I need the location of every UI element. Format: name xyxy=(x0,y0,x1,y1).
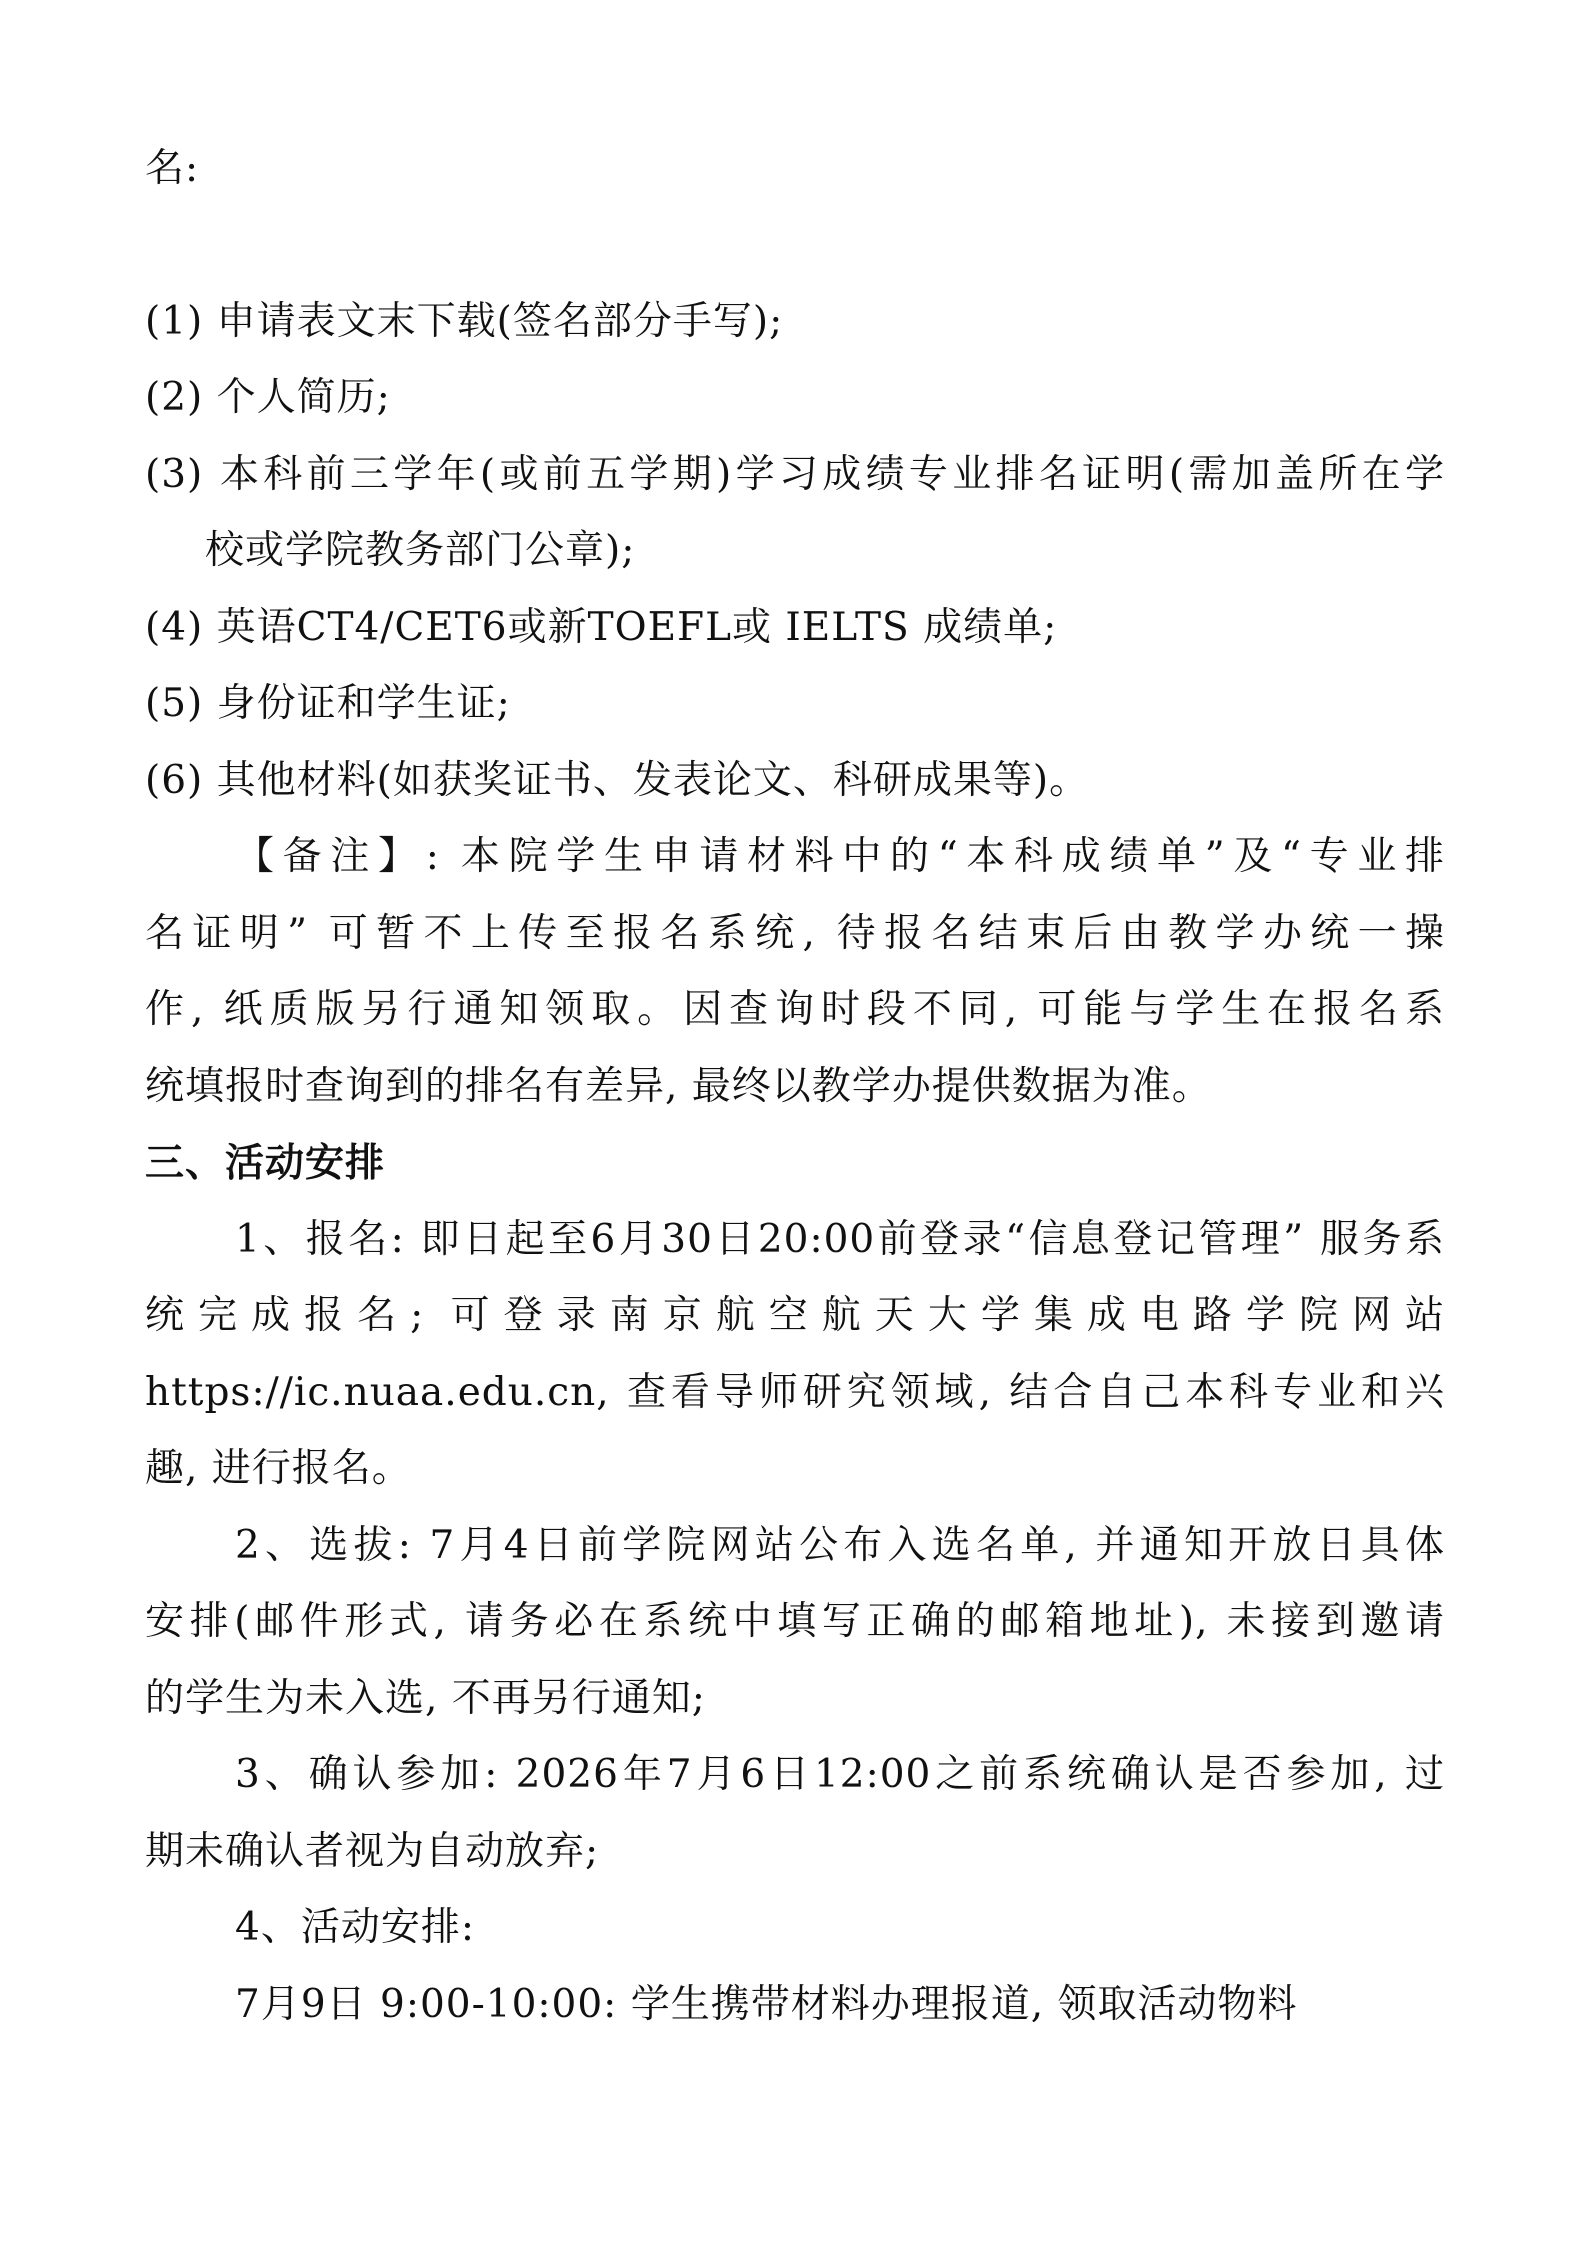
list-item-3-continued: 校或学院教务部门公章); xyxy=(205,528,636,573)
list-item-3: (3) 本科前三学年(或前五学期)学习成绩专业排名证明(需加盖所在学 xyxy=(145,452,1445,497)
step-2-paragraph: 的学生为未入选, 不再另行通知; xyxy=(145,1676,706,1721)
list-item-6: (6) 其他材料(如获奖证书、发表论文、科研成果等)。 xyxy=(145,758,1090,803)
step-4-heading: 4、活动安排: xyxy=(235,1905,475,1950)
schedule-item: 7月9日 9:00-10:00: 学生携带材料办理报道, 领取活动物料 xyxy=(235,1982,1298,2027)
note-paragraph: 作, 纸质版另行通知领取。因查询时段不同, 可能与学生在报名系 xyxy=(145,987,1445,1032)
note-paragraph: 【备注】: 本院学生申请材料中的“本科成绩单”及“专业排 xyxy=(235,834,1445,879)
list-item-4: (4) 英语CT4/CET6或新TOEFL或 IELTS 成绩单; xyxy=(145,605,1058,650)
text-line: 名: xyxy=(145,146,200,191)
section-heading: 三、活动安排 xyxy=(145,1140,386,1186)
list-item-1: (1) 申请表文末下载(签名部分手写); xyxy=(145,299,784,344)
step-2-paragraph: 2、选拔: 7月4日前学院网站公布入选名单, 并通知开放日具体 xyxy=(235,1523,1445,1568)
note-paragraph: 名证明” 可暂不上传至报名系统, 待报名结束后由教学办统一操 xyxy=(145,911,1445,956)
step-1-paragraph: 统完成报名; 可登录南京航空航天大学集成电路学院网站 xyxy=(145,1293,1445,1338)
step-2-paragraph: 安排(邮件形式, 请务必在系统中填写正确的邮箱地址), 未接到邀请 xyxy=(145,1599,1445,1644)
step-1-paragraph: https://ic.nuaa.edu.cn, 查看导师研究领域, 结合自己本科专业和兴 xyxy=(145,1370,1445,1415)
list-item-2: (2) 个人简历; xyxy=(145,375,391,420)
step-1-paragraph: 1、报名: 即日起至6月30日20:00前登录“信息登记管理” 服务系 xyxy=(235,1217,1445,1262)
step-3-paragraph: 期未确认者视为自动放弃; xyxy=(145,1829,600,1874)
step-3-paragraph: 3、确认参加: 2026年7月6日12:00之前系统确认是否参加, 过 xyxy=(235,1752,1445,1797)
step-1-paragraph: 趣, 进行报名。 xyxy=(145,1446,412,1491)
list-item-5: (5) 身份证和学生证; xyxy=(145,681,511,726)
note-paragraph: 统填报时查询到的排名有差异, 最终以教学办提供数据为准。 xyxy=(145,1064,1212,1109)
